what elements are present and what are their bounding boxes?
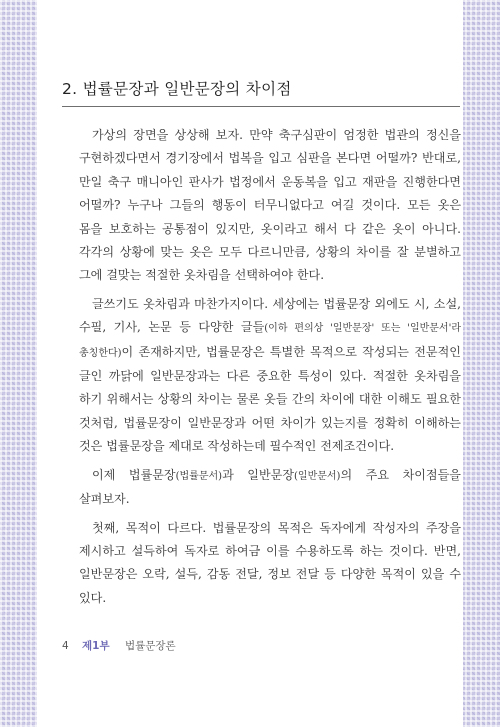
body-text — [79, 124, 461, 610]
section-title: 2. 법률문장과 일반문장의 차이점 — [62, 80, 292, 98]
page-footer — [62, 638, 186, 653]
title-divider — [62, 106, 460, 107]
paragraph-2 — [79, 293, 461, 459]
paragraph-3-text-c: 의 주요 차이점들을 살펴보자. — [79, 467, 461, 507]
paragraph-3-note-a: (법률문서) — [175, 470, 223, 482]
paragraph-4: 첫째, 목적이 다르다. 법률문장의 목적은 독자에게 작성자의 주장을 제시하고 설득하여 독자로 하여금 이를 수용하도록 하는 것이다. 반면, 일반문장은 오락, 설득, 감동 전달, 정보 전달 등 다양한 목적이 있을 수 있다. — [79, 520, 461, 605]
paragraph-1: 가상의 장면을 상상해 보자. 만약 축구심판이 엄정한 법관의 정신을 구현하겠다면서 경기장에서 법복을 입고 심판을 본다면 어떨까? 반대로, 만일 축구 매니아인 판사가 법정에서 운동복을 입고 재판을 진행한다면 어떨까? 누구나 그들의 행동이 터무니없다고 여길 것이다. 모든 옷은 몸을 보호하는 공통점이 있지만, 옷이라고 해서 다 같은 옷이 아니다. 각각의 상황에 맞는 옷은 모두 다르니만큼, 상황의 차이를 잘 분별하고 그에 걸맞는 적절한 옷차림을 선택하여야 한다. — [79, 128, 461, 283]
paragraph-2-text-b: 이 존재하지만, 법률문장은 특별한 목적으로 작성되는 전문적인 글인 까닭에 일반문장과는 다른 중요한 특성이 있다. 적절한 옷차림을 하기 위해서는 상황의 차이는 물론 옷들 간의 차이에 대한 이해도 필요한 것처럼, 법률문장이 일반문장과 어떤 차이가 있는지를 정확히 이해하는 것은 법률문장을 제대로 작성하는데 필수적인 전제조건이다. — [79, 344, 461, 454]
paragraph-3-note-b: (일반문서) — [294, 470, 341, 482]
paragraph-2-note: (이하 편의상 '일반문장' 또는 '일반문서'라 총칭한다) — [79, 323, 461, 359]
document-page — [37, 0, 463, 727]
part-label: 제1부 — [82, 640, 110, 652]
paragraph-3-text-b: 과 일반문장 — [222, 467, 295, 482]
paragraph-3 — [79, 464, 461, 512]
paragraph-2-text-a: 글쓰기도 옷차림과 마찬가지이다. 세상에는 법률문장 외에도 시, 소설, 수필, 기사, 논문 등 다양한 글들 — [79, 296, 461, 335]
paragraph-3-text-a: 이제 법률문장 — [92, 467, 176, 482]
page-number: 4 — [62, 640, 69, 652]
book-title: 법률문장론 — [124, 640, 176, 652]
